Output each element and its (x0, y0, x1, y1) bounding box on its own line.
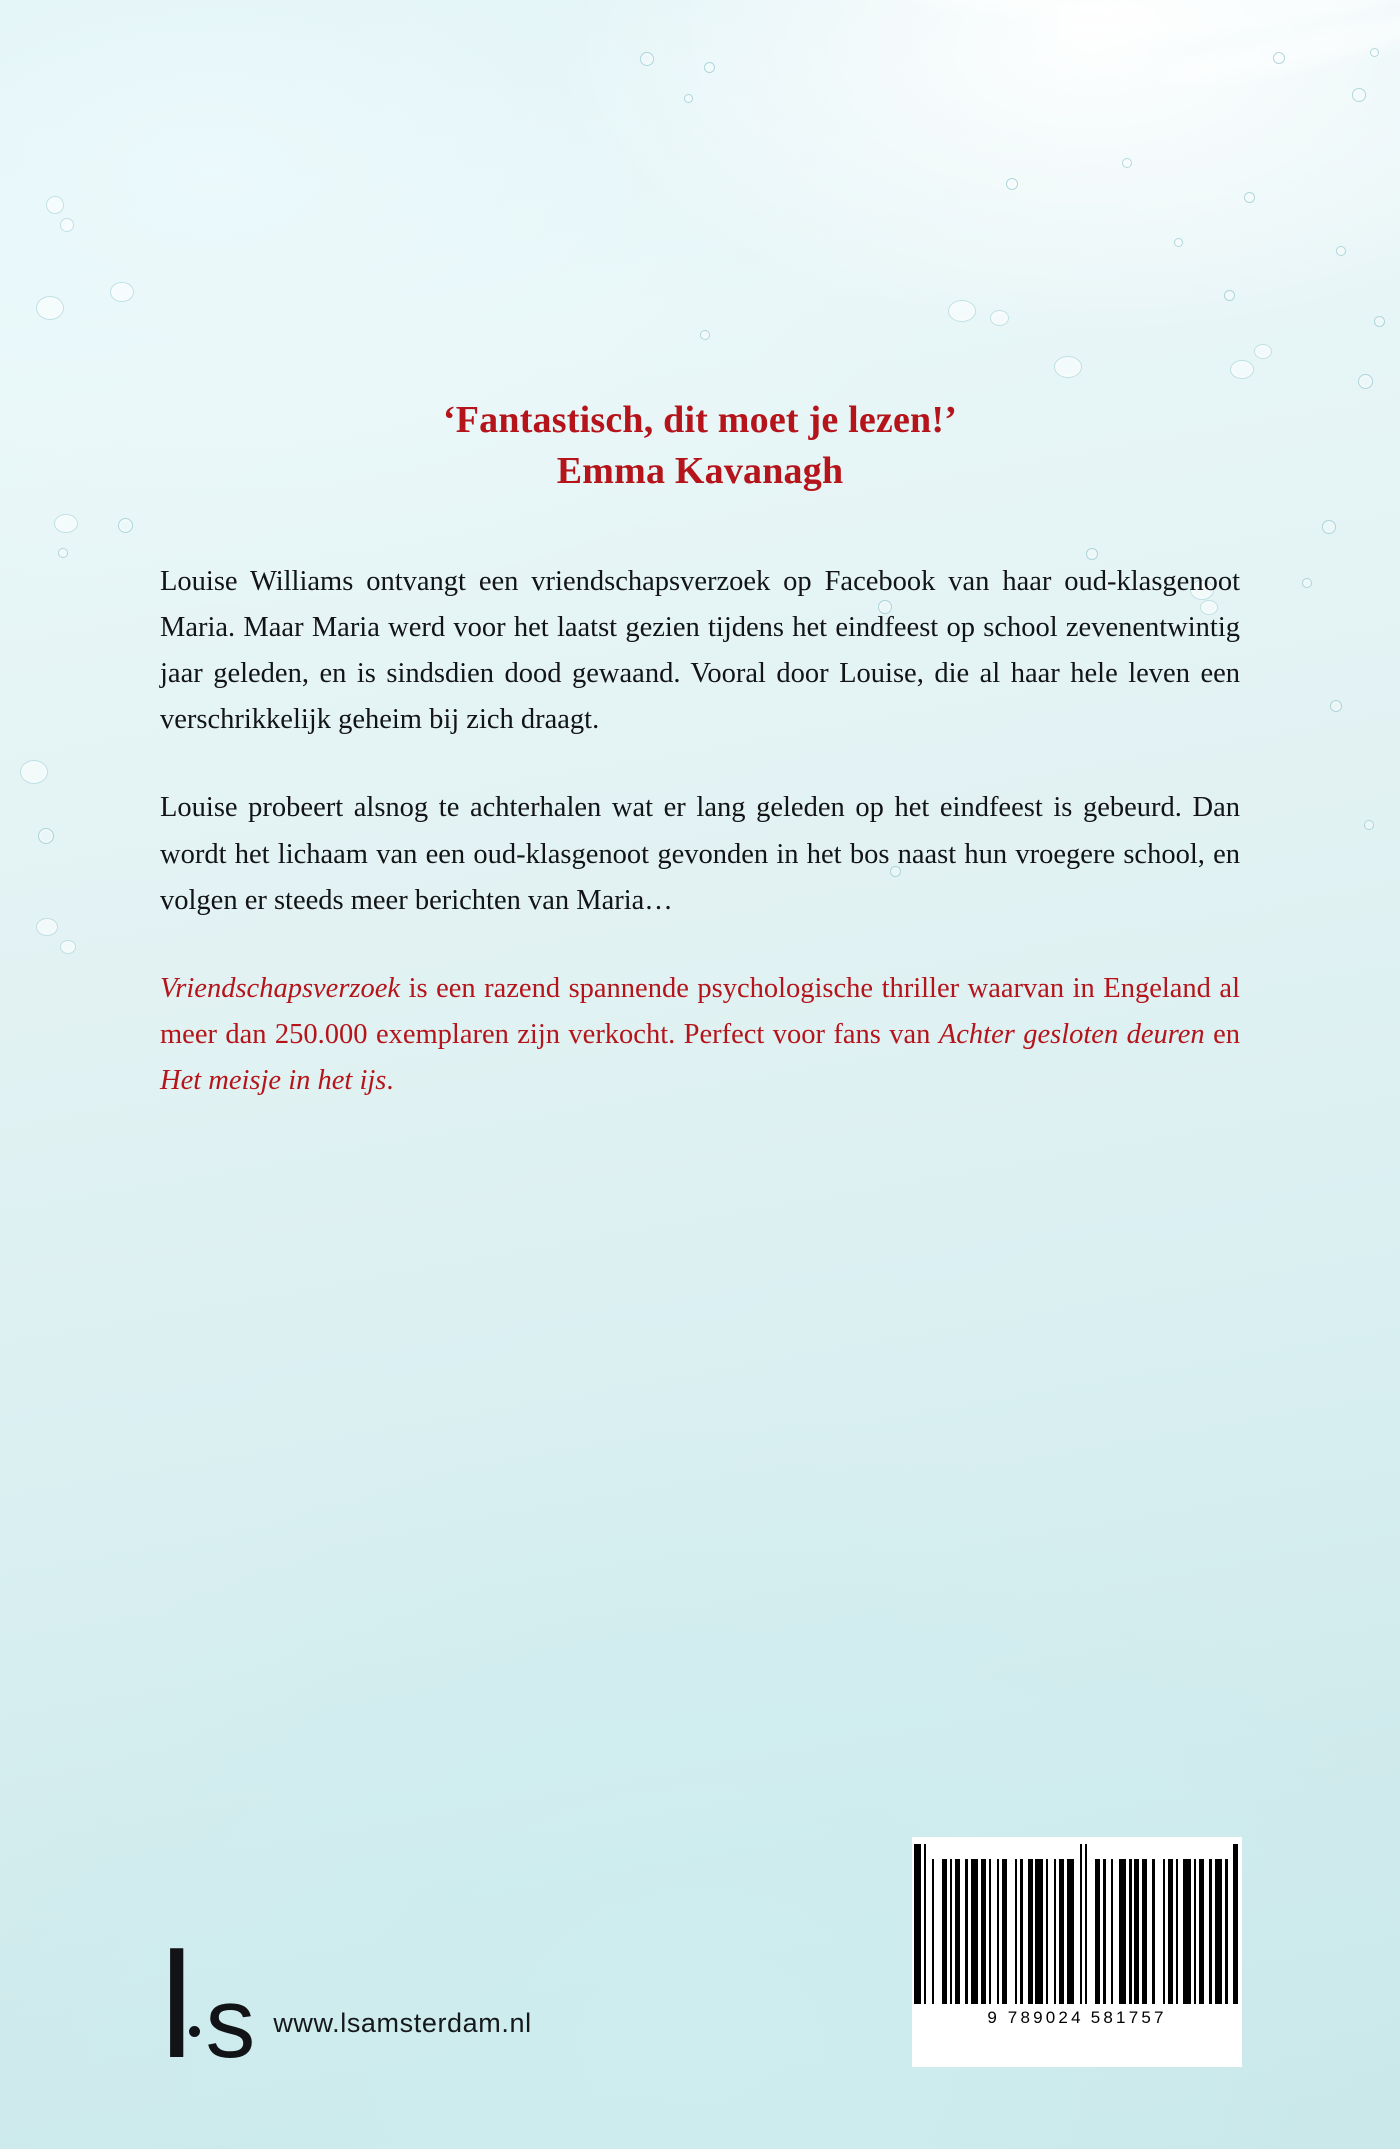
bubble-icon (54, 514, 78, 533)
bubble-icon (1254, 344, 1272, 359)
tagline-text-2: en (1204, 1019, 1240, 1051)
barcode-group-2: 581757 (1090, 2008, 1167, 2027)
bubble-icon (1336, 246, 1346, 256)
bubble-icon (60, 218, 74, 232)
bubble-icon (1273, 52, 1285, 64)
publisher-website: www.lsamsterdam.nl (273, 2008, 532, 2038)
bubble-icon (1122, 158, 1132, 168)
tagline-text-1: is een razend spannende psychologische thriller waarvan in Engeland al meer dan 250.000 exemplaren zijn verkocht. Perfect voor fans van (160, 972, 1240, 1051)
bubble-icon (1364, 820, 1374, 830)
bubble-icon (640, 52, 654, 66)
bubble-icon (1174, 238, 1183, 247)
bubble-icon (36, 918, 58, 936)
bubble-icon (1358, 374, 1373, 389)
bubble-icon (1374, 316, 1385, 327)
bubble-icon (684, 94, 693, 103)
bubble-icon (1054, 356, 1082, 378)
bubble-icon (118, 518, 133, 533)
bubble-icon (1330, 700, 1342, 712)
bubble-icon (58, 548, 68, 558)
barcode-group-1: 789024 (1007, 2008, 1084, 2027)
bubble-icon (1244, 192, 1255, 203)
barcode-bars (914, 1859, 1241, 2004)
bubble-icon (1006, 178, 1018, 190)
tagline-text-3: . (386, 1065, 394, 1097)
bubble-icon (1322, 520, 1336, 534)
logo-letter-l: l (160, 1921, 188, 2089)
bubble-icon (948, 300, 976, 322)
bubble-icon (46, 196, 64, 214)
logo-dot-icon (189, 2026, 200, 2037)
pull-quote-line-2: Emma Kavanagh (556, 449, 844, 492)
bubble-icon (990, 310, 1009, 326)
logo-letter-s: s (205, 1967, 256, 2079)
bubble-icon (1352, 88, 1366, 102)
bubble-icon (38, 828, 54, 844)
bubble-icon (1230, 360, 1254, 379)
barcode-lead-digit: 9 (987, 2008, 997, 2027)
barcode (912, 1837, 1242, 2067)
bubble-icon (36, 296, 64, 320)
publisher-logo-mark (160, 1921, 256, 2089)
bubble-icon (1302, 578, 1312, 588)
blurb-paragraph-2: Louise probeert alsnog te achterhalen wat er lang geleden op het eindfeest is gebeurd. Dan wordt het lichaam van een oud-klasgenoot gevonden in het bos naast hun vroegere school, en volgen er steeds meer berichten van Maria… (160, 792, 1240, 916)
tagline-book-title: Vriendschapsverzoek (160, 972, 401, 1004)
bubble-icon (704, 62, 715, 73)
bubble-icon (110, 282, 134, 302)
tagline-reference-1: Achter gesloten deuren (938, 1019, 1205, 1051)
bubble-icon (60, 940, 76, 954)
bubble-icon (700, 330, 710, 340)
bubble-icon (20, 760, 48, 784)
tagline-reference-2: Het meisje in het ijs (160, 1065, 387, 1097)
bubble-icon (1224, 290, 1235, 301)
bubble-icon (1370, 48, 1379, 57)
blurb-content (160, 395, 1240, 1104)
blurb-paragraph-1: Louise Williams ontvangt een vriendschapsverzoek op Facebook van haar oud-klasgenoot Maria. Maar Maria werd voor het laatst gezien tijdens het eindfeest op school zevenentwintig jaar geleden, en is sindsdien dood gewaand. Vooral door Louise, die al haar hele leven een verschrikkelijk geheim bij zich draagt. (160, 565, 1240, 736)
publisher-logo (160, 1921, 532, 2089)
barcode-digits (987, 2008, 1166, 2028)
pull-quote-line-1: ‘Fantastisch, dit moet je lezen!’ (442, 399, 958, 441)
tagline-paragraph (160, 966, 1240, 1104)
pull-quote (160, 395, 1240, 497)
